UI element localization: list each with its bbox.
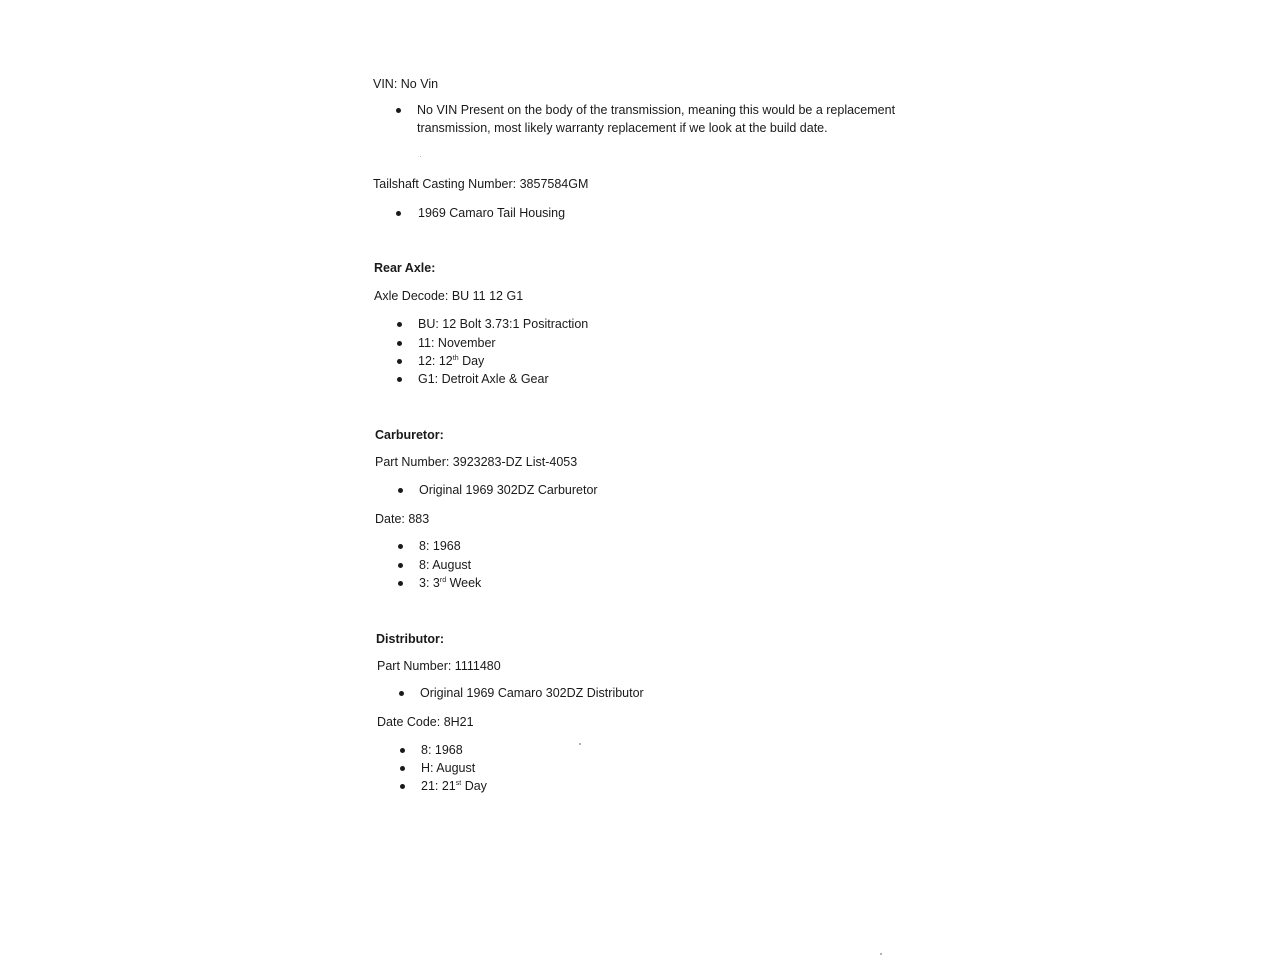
bullet-icon	[398, 544, 403, 549]
dist-date-bullet-month: H: August	[421, 761, 476, 775]
carburetor-title: Carburetor:	[375, 428, 444, 442]
dist-date-bullet-day: 21: 21st Day	[421, 779, 487, 793]
tailshaft-bullet: 1969 Camaro Tail Housing	[418, 206, 566, 220]
carb-date-bullet-month: 8: August	[419, 558, 472, 572]
bullet-icon	[398, 581, 403, 586]
carburetor-date: Date: 883	[375, 512, 430, 526]
tailshaft-heading: Tailshaft Casting Number: 3857584GM	[373, 177, 589, 191]
bullet-icon	[397, 359, 402, 364]
distributor-title: Distributor:	[376, 632, 445, 646]
scan-speck	[420, 156, 421, 157]
bullet-icon	[400, 748, 405, 753]
carb-date-bullet-week: 3: 3rd Week	[419, 576, 482, 590]
bullet-icon	[399, 691, 404, 696]
bullet-icon	[400, 784, 405, 789]
bullet-icon	[400, 766, 405, 771]
dist-date-bullet-year: 8: 1968	[421, 743, 463, 757]
bullet-icon	[397, 341, 402, 346]
vin-bullet-line-2: transmission, most likely warranty replacement if we look at the build date.	[417, 121, 828, 135]
vin-heading: VIN: No Vin	[373, 77, 439, 91]
carb-date-bullet-year: 8: 1968	[419, 539, 461, 553]
scan-speck	[880, 953, 882, 955]
axle-bullet-11: 11: November	[418, 336, 496, 350]
scan-speck	[579, 743, 581, 745]
rear-axle-title: Rear Axle:	[374, 261, 436, 275]
carburetor-part-number: Part Number: 3923283-DZ List-4053	[375, 455, 578, 469]
bullet-icon	[396, 211, 401, 216]
bullet-icon	[398, 563, 403, 568]
vin-bullet-line-1: No VIN Present on the body of the transmission, meaning this would be a replacement	[417, 103, 896, 117]
bullet-icon	[397, 377, 402, 382]
distributor-part-bullet: Original 1969 Camaro 302DZ Distributor	[420, 686, 644, 700]
axle-bullet-bu: BU: 12 Bolt 3.73:1 Positraction	[418, 317, 589, 331]
bullet-icon	[398, 488, 403, 493]
distributor-date-code: Date Code: 8H21	[377, 715, 474, 729]
axle-decode: Axle Decode: BU 11 12 G1	[374, 289, 524, 303]
bullet-icon	[397, 322, 402, 327]
distributor-part-number: Part Number: 1111480	[377, 659, 501, 673]
carburetor-part-bullet: Original 1969 302DZ Carburetor	[419, 483, 598, 497]
axle-bullet-g1: G1: Detroit Axle & Gear	[418, 372, 549, 386]
axle-bullet-12: 12: 12th Day	[418, 354, 485, 368]
bullet-icon	[396, 108, 401, 113]
